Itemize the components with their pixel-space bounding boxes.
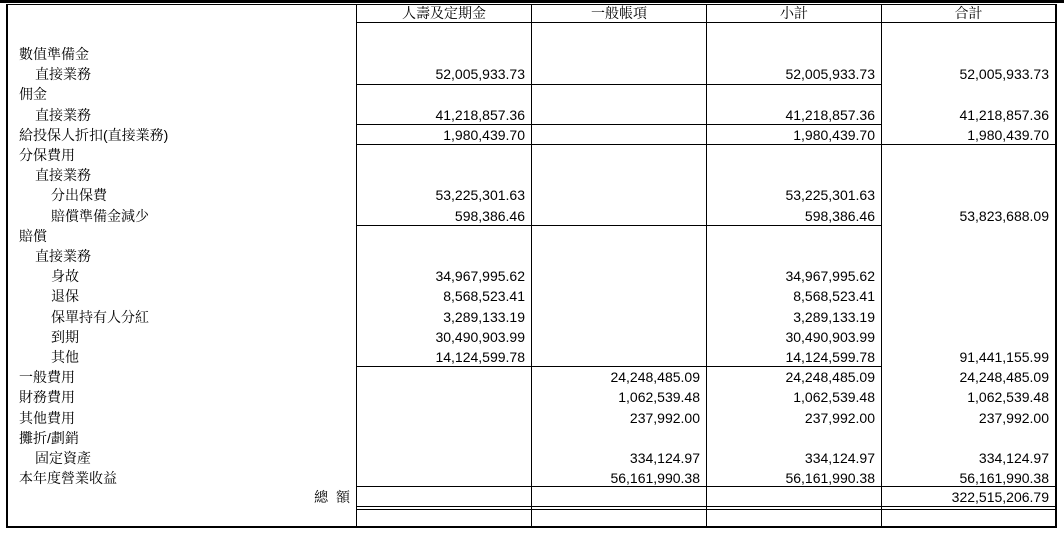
cell-life [357,145,525,165]
cell-general [532,84,700,104]
row-label: 其他費用 [19,409,75,426]
cell-general [532,145,700,165]
cell-total [882,428,1049,448]
row-rule [356,124,881,125]
cell-life [357,408,525,428]
cell-general [532,165,700,185]
row-label: 直接業務 [35,66,91,83]
row-rule [356,84,881,85]
cell-subtotal: 24,248,485.09 [785,369,875,386]
cell-general [532,185,700,205]
cell-general [532,266,700,286]
cell-life: 34,967,995.62 [435,268,525,285]
cell-total [882,145,1049,165]
row-label: 保單持有人分紅 [51,308,149,325]
cell-life: 14,124,599.78 [435,349,525,365]
cell-total: 1,980,439.70 [967,126,1049,143]
cell-subtotal: 52,005,933.73 [785,66,875,83]
cell-general [532,64,700,84]
cell-general [532,327,700,347]
row-label: 到期 [51,328,79,345]
cell-subtotal [707,226,875,246]
cell-life: 3,289,133.19 [443,308,525,325]
cell-general: 1,062,539.48 [618,389,700,406]
row-label: 直接業務 [35,106,91,123]
row-label: 分出保費 [51,187,107,204]
cell-life [357,448,525,468]
cell-subtotal [707,246,875,266]
cell-life [357,246,525,266]
cell-life [357,387,525,407]
cell-life [357,84,525,104]
cell-general [532,347,700,367]
cell-subtotal [707,428,875,448]
header-subtotal: 小計 [780,5,808,21]
cell-life: 52,005,933.73 [435,66,525,83]
cell-total [882,226,1049,246]
cell-subtotal: 598,386.46 [804,207,875,224]
row-label: 固定資產 [35,450,91,466]
cell-life: 30,490,903.99 [435,328,525,345]
header-life-annuity: 人壽及定期金 [402,5,486,21]
row-label: 數值準備金 [19,46,89,62]
cell-general [532,286,700,306]
cell-life [357,44,525,64]
cell-life [357,428,525,448]
cell-subtotal: 237,992.00 [804,409,875,426]
row-label: 其他 [51,349,79,365]
cell-subtotal: 34,967,995.62 [785,268,875,285]
row-label: 賠償 [19,227,47,244]
cell-subtotal: 1,062,539.48 [793,389,875,406]
row-label: 直接業務 [35,167,91,184]
row-label: 退保 [51,288,79,305]
cell-general [532,105,700,125]
cell-total: 24,248,485.09 [959,369,1049,386]
header-total: 合計 [954,5,983,21]
cell-life: 8,568,523.41 [443,288,525,305]
cell-total [882,44,1049,64]
cell-total [882,266,1049,286]
cell-life [357,226,525,246]
cell-subtotal: 53,225,301.63 [785,187,875,204]
header-general-account: 一般帳項 [591,5,647,21]
cell-subtotal: 334,124.97 [804,450,875,466]
cell-subtotal [707,84,875,104]
cell-subtotal: 8,568,523.41 [793,288,875,305]
cell-general [532,307,700,327]
row-rule [356,225,881,226]
cell-total: 334,124.97 [978,450,1049,466]
cell-subtotal: 3,289,133.19 [793,308,875,325]
cell-total [882,327,1049,347]
cell-total: 1,062,539.48 [967,389,1049,406]
cell-general [532,206,700,226]
cell-subtotal: 41,218,857.36 [785,106,875,123]
cell-general [532,246,700,266]
cell-subtotal: 56,161,990.38 [785,470,875,487]
row-label: 給投保人折扣(直接業務) [19,126,169,143]
row-label: 攤折/劃銷 [19,429,79,446]
cell-general: 334,124.97 [629,450,700,466]
cell-general [532,428,700,448]
total-label: 總 額 [314,489,352,505]
cell-total [882,84,1049,104]
cell-total: 53,823,688.09 [959,207,1049,224]
cell-total: 56,161,990.38 [959,470,1049,487]
grand-total: 322,515,206.79 [951,489,1049,505]
cell-life: 41,218,857.36 [435,106,525,123]
row-label: 一般費用 [19,369,75,386]
cell-total [882,165,1049,185]
cell-general [532,125,700,145]
cell-total: 237,992.00 [978,409,1049,426]
top-rule [0,0,1064,3]
row-label: 佣金 [19,86,47,103]
row-rule [356,366,881,367]
total-rule-double [356,509,1056,510]
cell-total [882,286,1049,306]
cell-subtotal [707,44,875,64]
cell-total [882,246,1049,266]
cell-subtotal: 14,124,599.78 [785,349,875,365]
row-label: 直接業務 [35,248,91,264]
cell-subtotal: 1,980,439.70 [793,126,875,143]
cell-total: 41,218,857.36 [959,106,1049,123]
cell-general [532,226,700,246]
cell-life [357,367,525,387]
cell-life: 1,980,439.70 [443,126,525,143]
cell-life: 53,225,301.63 [435,187,525,204]
row-label: 分保費用 [19,147,75,163]
row-label: 財務費用 [19,389,75,406]
cell-life [357,165,525,185]
cell-general: 24,248,485.09 [610,369,700,386]
cell-general [532,44,700,64]
header-rule [356,22,1056,23]
cell-total: 52,005,933.73 [959,66,1049,83]
cell-life: 598,386.46 [454,207,525,224]
row-label: 身故 [51,268,79,285]
cell-total [882,307,1049,327]
row-label: 賠償準備金減少 [51,207,149,224]
cell-subtotal [707,165,875,185]
cell-general: 237,992.00 [629,409,700,426]
cell-total: 91,441,155.99 [959,349,1049,365]
cell-subtotal [707,145,875,165]
row-rule [356,144,1056,145]
cell-general: 56,161,990.38 [610,470,700,487]
row-label: 本年度營業收益 [19,470,117,487]
cell-subtotal: 30,490,903.99 [785,328,875,345]
cell-total [882,185,1049,205]
